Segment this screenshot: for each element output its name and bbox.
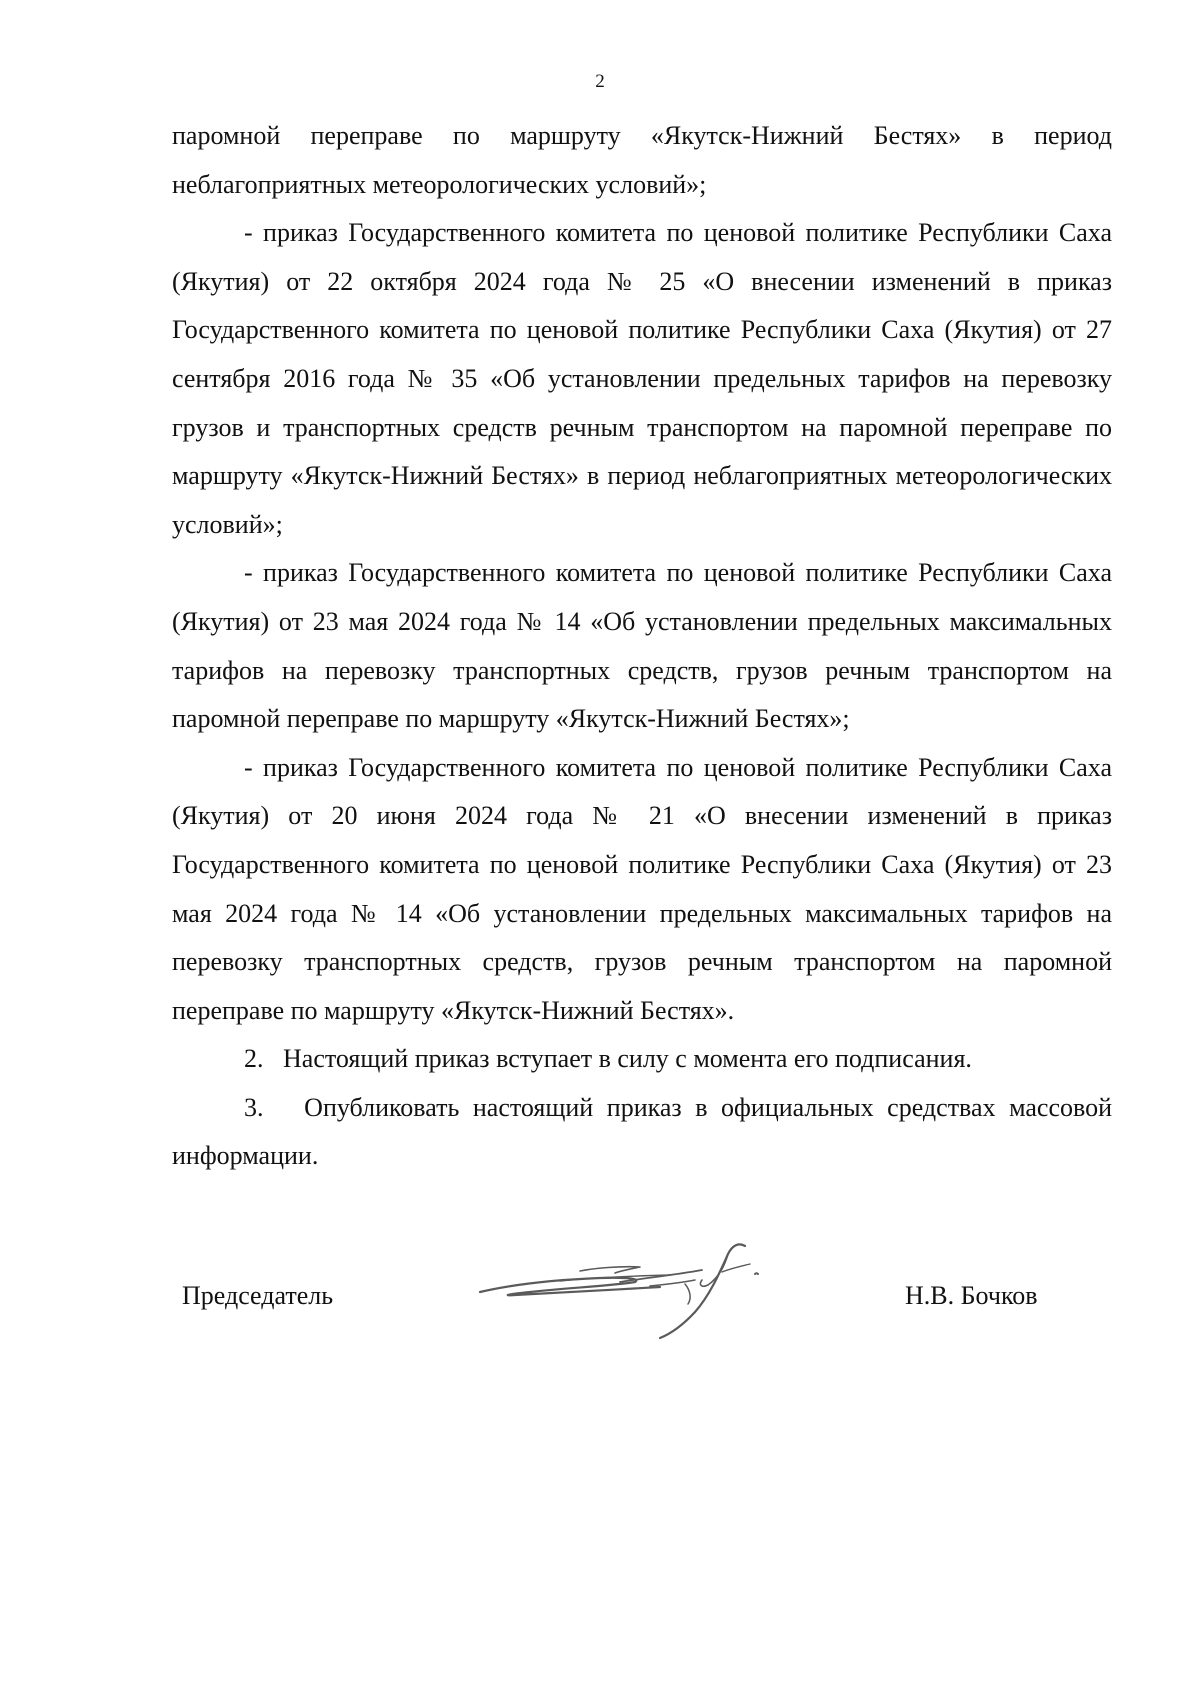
handwritten-signature-icon [470, 1240, 790, 1340]
paragraph-numbered-2: 2. Настоящий приказ вступает в силу с момента его подписания. [244, 1044, 972, 1074]
document-body [172, 112, 1119, 1181]
paragraph-numbered-3: 3. Опубликовать настоящий приказ в официальных средствах массовой информации. [172, 1092, 1119, 1171]
signer-position: Председатель [182, 1281, 334, 1310]
paragraph-order-item: - приказ Государственного комитета по ценовой политике Республики Саха (Якутия) от 23 мая 2024 года № 14 «Об установлении предельных максимальных тарифов на перевозку транспортных средств, грузов речным транспортом на паромной переправе по маршруту «Якутск-Нижний Бестях»; [172, 558, 1112, 734]
paragraph-order-item: - приказ Государственного комитета по ценовой политике Республики Саха (Якутия) от 20 июня 2024 года № 21 «О внесении изменений в приказ Государственного комитета по ценовой политике Республики Саха (Якутия) от 23 мая 2024 года № 14 «Об установлении предельных максимальных тарифов на перевозку транспортных средств, грузов речным транспортом на паромной переправе по маршруту «Якутск-Нижний Бестях». [172, 752, 1112, 1025]
signature-block [0, 1240, 1200, 1360]
paragraph-continuation: паромной переправе по маршруту «Якутск-Нижний Бестях» в период неблагоприятных метеорологических условий»; [172, 121, 1112, 199]
signer-name: Н.В. Бочков [905, 1281, 1038, 1310]
page-number: 2 [595, 71, 605, 92]
paragraph-order-item: - приказ Государственного комитета по ценовой политике Республики Саха (Якутия) от 22 октября 2024 года № 25 «О внесении изменений в приказ Государственного комитета по ценовой политике Республики Саха (Якутия) от 27 сентября 2016 года № 35 «Об установлении предельных тарифов на перевозку грузов и транспортных средств речным транспортом на паромной переправе по маршруту «Якутск-Нижний Бестях» в период неблагоприятных метеорологических условий»; [172, 218, 1112, 539]
